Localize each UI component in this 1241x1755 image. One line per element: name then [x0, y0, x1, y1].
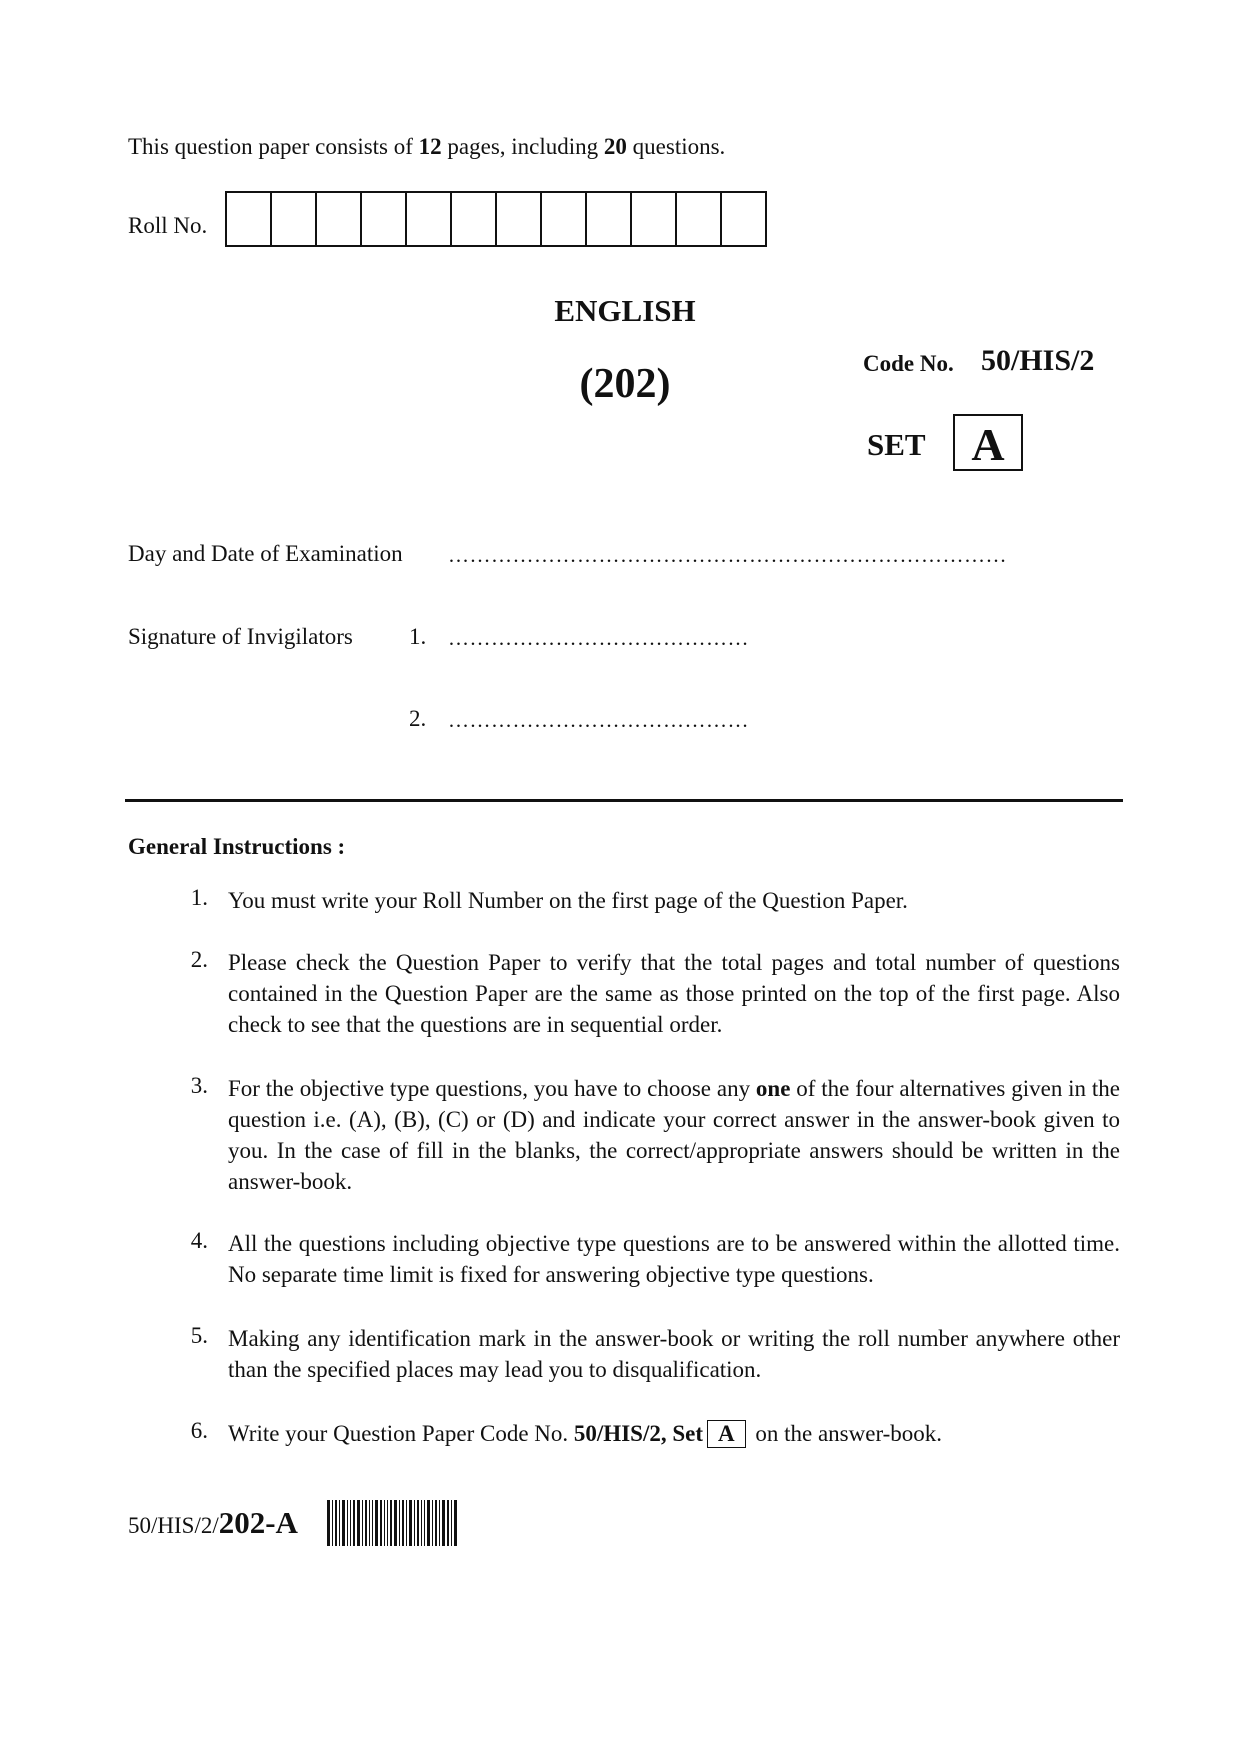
- set-label: SET: [867, 427, 926, 462]
- instruction-text-bold: 50/HIS/2, Set: [573, 1421, 703, 1446]
- roll-digit-box[interactable]: [272, 193, 317, 245]
- subject-name: ENGLISH: [554, 293, 696, 328]
- invigilator-2-number: 2.: [409, 706, 427, 731]
- instruction-number: 4.: [190, 1228, 208, 1253]
- intro-suffix: questions.: [626, 134, 726, 159]
- roll-digit-box[interactable]: [587, 193, 632, 245]
- invigilator-1-number: 1.: [409, 624, 427, 649]
- set-value-box: A: [953, 414, 1023, 471]
- roll-digit-box[interactable]: [407, 193, 452, 245]
- roll-digit-box[interactable]: [452, 193, 497, 245]
- instruction-text-pre: Write your Question Paper Code No.: [228, 1421, 574, 1446]
- exam-date-label: Day and Date of Examination: [128, 541, 403, 566]
- roll-digit-box[interactable]: [227, 193, 272, 245]
- footer-code-main: 202-A: [218, 1505, 298, 1540]
- instruction-text-bold: one: [755, 1076, 791, 1101]
- roll-number-boxes[interactable]: [225, 191, 767, 247]
- subject-code: (202): [579, 361, 671, 407]
- invigilators-label: Signature of Invigilators: [128, 624, 353, 649]
- page-count: 12: [418, 134, 442, 159]
- instruction-text: Making any identification mark in the answer-book or writing the roll number anywhere other than the specified places may lead you to disqualification.: [228, 1326, 1120, 1382]
- instruction-text: [228, 1073, 1120, 1197]
- instruction-number: 1.: [190, 885, 208, 910]
- paper-info-line: [128, 134, 725, 160]
- instruction-text: All the questions including objective type questions are to be answered within the allotted time. No separate time limit is fixed for answering objective type questions.: [228, 1231, 1120, 1287]
- roll-number-label: Roll No.: [128, 213, 208, 238]
- barcode: [327, 1500, 502, 1546]
- roll-digit-box[interactable]: [722, 193, 765, 245]
- instruction-text-post: of the four alternatives given in the question i.e. (A), (B), (C) or (D) and indicate your correct answer in the answer-book given to you. In the case of fill in the blanks, the correct/appropriate answers should be written in the answer-book.: [228, 1076, 1121, 1194]
- instruction-text-pre: For the objective type questions, you have to choose any: [228, 1076, 756, 1101]
- footer-code-prefix: 50/HIS/2/: [128, 1513, 219, 1538]
- roll-digit-box[interactable]: [677, 193, 722, 245]
- code-number-label: Code No.: [863, 351, 954, 376]
- instruction-number: 5.: [190, 1323, 208, 1348]
- instruction-number: 2.: [190, 947, 208, 972]
- roll-digit-box[interactable]: [362, 193, 407, 245]
- instructions-title: General Instructions :: [128, 834, 346, 859]
- instruction-number: 6.: [190, 1418, 208, 1443]
- roll-digit-box[interactable]: [497, 193, 542, 245]
- intro-mid: pages, including: [441, 134, 604, 159]
- instruction-text: [228, 1418, 1120, 1449]
- invigilator-2-blank[interactable]: ……………………………………: [448, 708, 749, 732]
- roll-digit-box[interactable]: [632, 193, 677, 245]
- roll-digit-box[interactable]: [542, 193, 587, 245]
- footer-paper-code: [128, 1505, 298, 1541]
- exam-date-blank[interactable]: ……………………………………………………………………: [448, 543, 1007, 567]
- instruction-text-post: on the answer-book.: [749, 1421, 943, 1446]
- instruction-text: Please check the Question Paper to verify that the total pages and total number of questions contained in the Question Paper are the same as those printed on the top of the first page. Also check to see that the questions are in sequential order.: [228, 950, 1120, 1037]
- roll-digit-box[interactable]: [317, 193, 362, 245]
- divider: [125, 799, 1123, 802]
- instruction-number: 3.: [190, 1073, 208, 1098]
- set-inline-box: A: [707, 1420, 746, 1448]
- code-number-value: 50/HIS/2: [981, 344, 1095, 377]
- question-count: 20: [603, 134, 627, 159]
- intro-prefix: This question paper consists of: [128, 134, 419, 159]
- invigilator-1-blank[interactable]: ……………………………………: [448, 626, 749, 650]
- instruction-text: You must write your Roll Number on the first page of the Question Paper.: [228, 888, 908, 913]
